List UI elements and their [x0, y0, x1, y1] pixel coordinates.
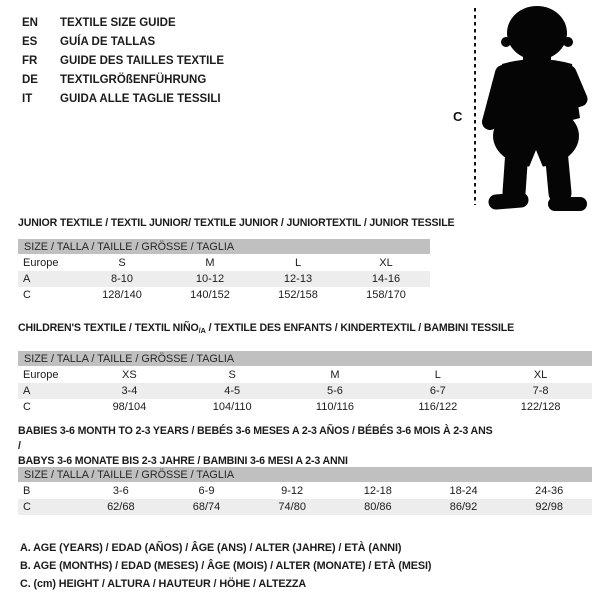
table-row-age-months	[18, 483, 592, 499]
table-row-age	[18, 383, 592, 399]
age-cell: 18-24	[449, 485, 478, 497]
language-row-de	[22, 70, 224, 89]
age-cell: 8-10	[110, 273, 134, 285]
table-row-europe	[18, 367, 592, 383]
baby-measure-figure	[440, 0, 600, 215]
baby-silhouette	[490, 6, 580, 204]
children-size-table	[18, 351, 592, 415]
language-row-es	[22, 32, 224, 51]
row-label: Europe	[23, 369, 59, 381]
language-title: GUIDE DES TAILLES TEXTILE	[60, 54, 224, 67]
height-cell: 98/104	[112, 401, 147, 413]
row-label: C	[23, 401, 31, 413]
age-cell: 14-16	[371, 273, 401, 285]
height-cell: 110/116	[315, 401, 355, 413]
language-title: TEXTILE SIZE GUIDE	[60, 16, 176, 29]
age-cell: 3-4	[121, 385, 138, 397]
age-cell: 6-7	[429, 385, 446, 397]
language-title: GUIDA ALLE TAGLIE TESSILI	[60, 92, 221, 105]
size-header-band: SIZE / TALLA / TAILLE / GRÖSSE / TAGLIA	[18, 239, 430, 254]
age-cell: 7-8	[532, 385, 549, 397]
age-cell: 12-18	[363, 485, 392, 497]
height-cell: 140/152	[190, 289, 230, 301]
measure-c-label: C	[453, 109, 463, 124]
age-cell: 4-5	[224, 385, 241, 397]
language-row-it	[22, 89, 224, 108]
age-cell: 24-36	[535, 485, 564, 497]
age-cell: 5-6	[327, 385, 343, 397]
children-title-suffix: / TEXTILE DES ENFANTS / KINDERTEXTIL / BAMBINI TESSILE	[205, 322, 514, 334]
legend-footnotes	[20, 539, 431, 593]
babies-title-line2: BABYS 3-6 MONATE BIS 2-3 JAHRE / BAMBINI 3-6 MESI A 2-3 ANNI	[18, 455, 348, 467]
height-cell: 128/140	[102, 289, 142, 301]
children-title-subscript: /A	[198, 326, 206, 335]
height-cell: 122/128	[520, 401, 561, 413]
size-cell: XL	[379, 257, 393, 269]
language-code: IT	[22, 92, 33, 105]
age-cell: 3-6	[112, 485, 129, 497]
language-title: TEXTILGRÖßENFÜHRUNG	[60, 73, 207, 86]
footnote-age-years: A. AGE (YEARS) / EDAD (AÑOS) / ÂGE (ANS) / ALTER (JAHRE) / ETÀ (ANNI)	[20, 542, 402, 554]
height-cell: 80/86	[364, 501, 392, 513]
babies-title-line1: BABIES 3-6 MONTH TO 2-3 YEARS / BEBÉS 3-6 MESES A 2-3 AÑOS / BÉBÉS 3-6 MOIS À 2-3 ANS /	[18, 425, 493, 452]
language-row-fr	[22, 51, 224, 70]
size-cell: M	[205, 257, 215, 269]
junior-table-title: JUNIOR TEXTILE / TEXTIL JUNIOR/ TEXTILE JUNIOR / JUNIORTEXTIL / JUNIOR TESSILE	[18, 217, 455, 229]
age-cell: 9-12	[281, 485, 304, 497]
age-cell: 10-12	[195, 273, 225, 285]
language-row-en	[22, 13, 224, 32]
age-cell: 12-13	[283, 273, 313, 285]
language-code: DE	[22, 73, 38, 86]
table-row-age	[18, 271, 430, 287]
height-cell: 92/98	[535, 501, 563, 513]
row-label: C	[23, 501, 31, 513]
footnote-height-cm: C. (cm) HEIGHT / ALTURA / HAUTEUR / HÖHE / ALTEZZA	[20, 578, 307, 590]
size-cell: L	[294, 257, 302, 269]
size-cell: S	[228, 369, 236, 381]
row-label: Europe	[23, 257, 59, 269]
children-title-prefix: CHILDREN'S TEXTILE / TEXTIL NIÑO	[18, 322, 199, 334]
height-cell: 116/122	[418, 401, 458, 413]
row-label: B	[23, 485, 31, 497]
table-row-europe	[18, 255, 430, 271]
row-label: A	[23, 385, 31, 397]
row-label: A	[23, 273, 31, 285]
size-cell: XS	[122, 369, 137, 381]
row-label: C	[23, 289, 31, 301]
language-title-list	[22, 13, 224, 108]
age-cell: 6-9	[198, 485, 215, 497]
table-row-height	[18, 399, 592, 415]
children-table-title	[18, 322, 514, 335]
height-cell: 104/110	[212, 401, 252, 413]
height-cell: 158/170	[366, 289, 406, 301]
language-code: FR	[22, 54, 38, 67]
size-cell: M	[330, 369, 340, 381]
height-cell: 68/74	[192, 501, 221, 513]
language-code: EN	[22, 16, 38, 29]
height-cell: 74/80	[278, 501, 306, 513]
size-cell: S	[118, 257, 126, 269]
language-title: GUÍA DE TALLAS	[60, 35, 156, 48]
babies-table-title	[18, 424, 498, 469]
language-code: ES	[22, 35, 38, 48]
size-header-band: SIZE / TALLA / TAILLE / GRÖSSE / TAGLIA	[18, 467, 592, 482]
footnote-age-months: B. AGE (MONTHS) / EDAD (MESES) / ÂGE (MOIS) / ALTER (MONATE) / ETÀ (MESI)	[20, 560, 432, 572]
table-row-height	[18, 499, 592, 515]
size-cell: L	[434, 369, 441, 381]
babies-size-table	[18, 467, 592, 515]
size-cell: XL	[533, 369, 548, 381]
height-cell: 62/68	[107, 501, 135, 513]
table-row-height	[18, 287, 430, 303]
height-cell: 152/158	[278, 289, 318, 301]
junior-size-table	[18, 239, 430, 303]
size-header-band: SIZE / TALLA / TAILLE / GRÖSSE / TAGLIA	[18, 351, 592, 366]
height-cell: 86/92	[449, 501, 478, 513]
